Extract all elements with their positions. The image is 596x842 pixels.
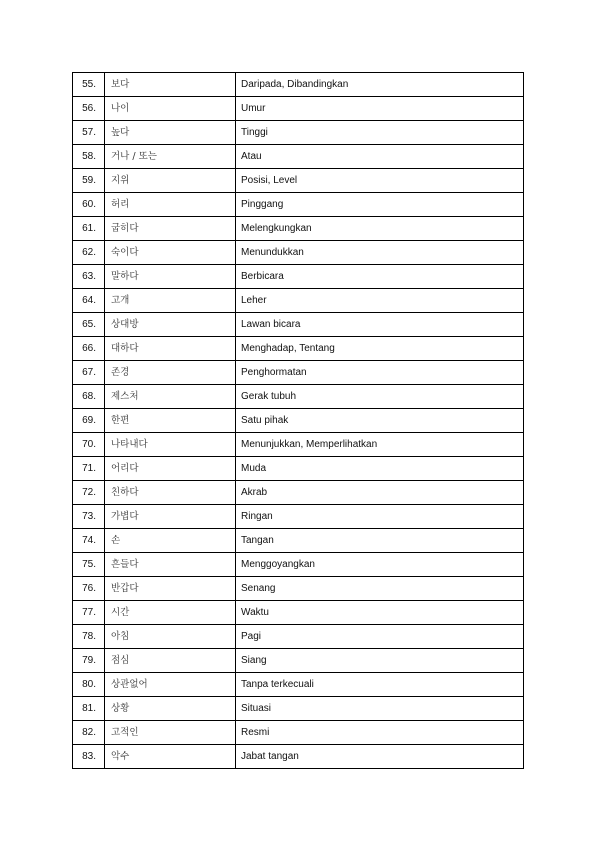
indonesian-translation: Pagi [236, 625, 524, 649]
korean-word: 한편 [105, 409, 236, 433]
table-row [73, 193, 524, 217]
table-row [73, 673, 524, 697]
korean-word: 흔들다 [105, 553, 236, 577]
row-number: 79. [73, 649, 105, 673]
indonesian-translation: Tinggi [236, 121, 524, 145]
indonesian-translation: Menundukkan [236, 241, 524, 265]
indonesian-translation: Resmi [236, 721, 524, 745]
indonesian-translation: Siang [236, 649, 524, 673]
row-number: 62. [73, 241, 105, 265]
indonesian-translation: Gerak tubuh [236, 385, 524, 409]
table-row [73, 385, 524, 409]
row-number: 69. [73, 409, 105, 433]
indonesian-translation: Posisi, Level [236, 169, 524, 193]
row-number: 80. [73, 673, 105, 697]
row-number: 61. [73, 217, 105, 241]
korean-word: 제스처 [105, 385, 236, 409]
korean-word: 고개 [105, 289, 236, 313]
korean-word: 나타내다 [105, 433, 236, 457]
row-number: 55. [73, 73, 105, 97]
indonesian-translation: Penghormatan [236, 361, 524, 385]
indonesian-translation: Menggoyangkan [236, 553, 524, 577]
row-number: 74. [73, 529, 105, 553]
row-number: 65. [73, 313, 105, 337]
table-row [73, 745, 524, 769]
korean-word: 상황 [105, 697, 236, 721]
row-number: 63. [73, 265, 105, 289]
row-number: 59. [73, 169, 105, 193]
row-number: 67. [73, 361, 105, 385]
table-row [73, 73, 524, 97]
indonesian-translation: Muda [236, 457, 524, 481]
korean-word: 나이 [105, 97, 236, 121]
table-row [73, 169, 524, 193]
table-row [73, 97, 524, 121]
indonesian-translation: Umur [236, 97, 524, 121]
korean-word: 숙이다 [105, 241, 236, 265]
row-number: 78. [73, 625, 105, 649]
korean-word: 상대방 [105, 313, 236, 337]
indonesian-translation: Waktu [236, 601, 524, 625]
indonesian-translation: Senang [236, 577, 524, 601]
row-number: 70. [73, 433, 105, 457]
row-number: 77. [73, 601, 105, 625]
table-row [73, 289, 524, 313]
indonesian-translation: Akrab [236, 481, 524, 505]
table-row [73, 529, 524, 553]
row-number: 72. [73, 481, 105, 505]
indonesian-translation: Melengkungkan [236, 217, 524, 241]
row-number: 57. [73, 121, 105, 145]
indonesian-translation: Ringan [236, 505, 524, 529]
korean-word: 높다 [105, 121, 236, 145]
korean-word: 허리 [105, 193, 236, 217]
korean-word: 상관없어 [105, 673, 236, 697]
row-number: 82. [73, 721, 105, 745]
table-row [73, 721, 524, 745]
table-row [73, 265, 524, 289]
indonesian-translation: Berbicara [236, 265, 524, 289]
row-number: 73. [73, 505, 105, 529]
row-number: 68. [73, 385, 105, 409]
table-row [73, 625, 524, 649]
vocabulary-table-body [73, 73, 524, 769]
vocabulary-table [72, 72, 524, 769]
korean-word: 반갑다 [105, 577, 236, 601]
korean-word: 대하다 [105, 337, 236, 361]
table-row [73, 433, 524, 457]
table-row [73, 577, 524, 601]
korean-word: 어리다 [105, 457, 236, 481]
table-row [73, 121, 524, 145]
indonesian-translation: Pinggang [236, 193, 524, 217]
table-row [73, 337, 524, 361]
row-number: 56. [73, 97, 105, 121]
row-number: 58. [73, 145, 105, 169]
korean-word: 거나 / 또는 [105, 145, 236, 169]
row-number: 66. [73, 337, 105, 361]
table-row [73, 601, 524, 625]
korean-word: 악수 [105, 745, 236, 769]
indonesian-translation: Leher [236, 289, 524, 313]
korean-word: 지위 [105, 169, 236, 193]
korean-word: 보다 [105, 73, 236, 97]
korean-word: 굽히다 [105, 217, 236, 241]
table-row [73, 217, 524, 241]
table-row [73, 241, 524, 265]
korean-word: 시간 [105, 601, 236, 625]
korean-word: 친하다 [105, 481, 236, 505]
table-row [73, 457, 524, 481]
indonesian-translation: Tanpa terkecuali [236, 673, 524, 697]
indonesian-translation: Menunjukkan, Memperlihatkan [236, 433, 524, 457]
table-row [73, 145, 524, 169]
table-row [73, 553, 524, 577]
row-number: 64. [73, 289, 105, 313]
indonesian-translation: Daripada, Dibandingkan [236, 73, 524, 97]
row-number: 75. [73, 553, 105, 577]
table-row [73, 313, 524, 337]
table-row [73, 361, 524, 385]
indonesian-translation: Tangan [236, 529, 524, 553]
row-number: 83. [73, 745, 105, 769]
korean-word: 점심 [105, 649, 236, 673]
row-number: 71. [73, 457, 105, 481]
korean-word: 손 [105, 529, 236, 553]
indonesian-translation: Atau [236, 145, 524, 169]
korean-word: 아침 [105, 625, 236, 649]
korean-word: 고적인 [105, 721, 236, 745]
indonesian-translation: Jabat tangan [236, 745, 524, 769]
korean-word: 말하다 [105, 265, 236, 289]
korean-word: 가볍다 [105, 505, 236, 529]
indonesian-translation: Situasi [236, 697, 524, 721]
indonesian-translation: Satu pihak [236, 409, 524, 433]
row-number: 76. [73, 577, 105, 601]
indonesian-translation: Lawan bicara [236, 313, 524, 337]
table-row [73, 697, 524, 721]
korean-word: 존경 [105, 361, 236, 385]
table-row [73, 649, 524, 673]
row-number: 81. [73, 697, 105, 721]
table-row [73, 481, 524, 505]
table-row [73, 505, 524, 529]
row-number: 60. [73, 193, 105, 217]
table-row [73, 409, 524, 433]
indonesian-translation: Menghadap, Tentang [236, 337, 524, 361]
